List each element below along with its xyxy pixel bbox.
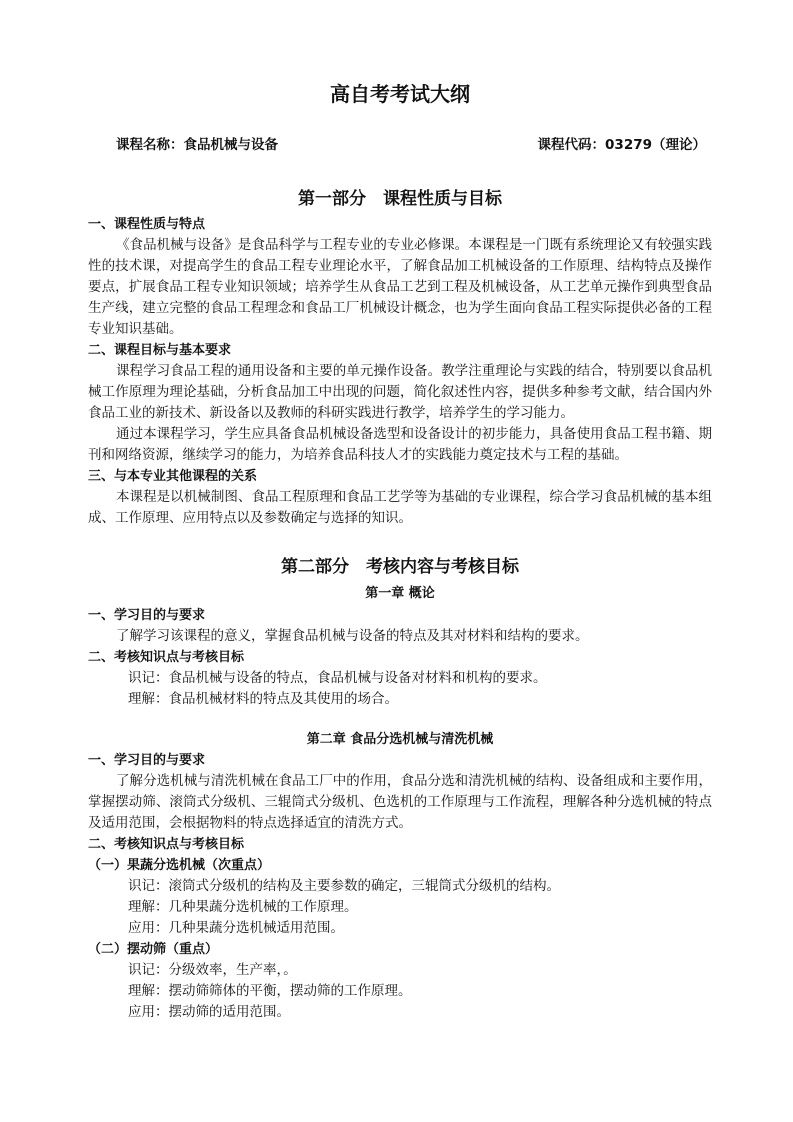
course-info bbox=[116, 133, 706, 153]
paragraph-line: 及适用范围，会根据物料的特点选择适宜的清洗方式。 bbox=[88, 815, 412, 831]
course-name: 课程名称：食品机械与设备 bbox=[116, 137, 278, 153]
part1-heading: 第一部分 课程性质与目标 bbox=[298, 189, 502, 209]
paragraph-line: 食品工业的新技术、新设备以及教师的科研实践进行教学，培养学生的学习能力。 bbox=[88, 405, 574, 421]
paragraph-line: 本课程是以机械制图、食品工程原理和食品工艺学等为基础的专业课程，综合学习食品机械的基本组 bbox=[116, 489, 712, 505]
paragraph-line: 要点，扩展食品工程专业知识领域；培养学生从食品工艺到工程及机械设备，从工艺单元操作到典型食品 bbox=[88, 279, 712, 295]
subsection-heading: （一）果蔬分选机械（次重点） bbox=[88, 858, 271, 873]
paragraph-line: 生产线，建立完整的食品工程理念和食品工厂机械设计概念，也为学生面向食品工程实际提供必备的工程 bbox=[88, 300, 712, 316]
objective-item: 识记：分级效率，生产率，。 bbox=[128, 962, 297, 978]
paragraph-line: 通过本课程学习，学生应具备食品机械设备选型和设备设计的初步能力，具备使用食品工程书籍、期 bbox=[116, 426, 712, 442]
chapter1-heading: 第一章 概论 bbox=[365, 586, 435, 601]
objective-item: 理解：摆动筛筛体的平衡，摆动筛的工作原理。 bbox=[128, 983, 412, 999]
objective-item: 理解：几种果蔬分选机械的工作原理。 bbox=[128, 899, 358, 915]
section-heading: 二、课程目标与基本要求 bbox=[88, 343, 232, 358]
paragraph-line: 课程学习食品工程的通用设备和主要的单元操作设备。教学注重理论与实践的结合，特别要以食品机 bbox=[116, 363, 712, 379]
paragraph-line: 专业知识基础。 bbox=[88, 321, 183, 337]
paragraph-line: 掌握摆动筛、滚筒式分级机、三辊筒式分级机、色选机的工作原理与工作流程，理解各种分选机械的特点 bbox=[88, 794, 712, 810]
paragraph-line: 刊和网络资源，继续学习的能力，为培养食品科技人才的实践能力奠定技术与工程的基础。 bbox=[88, 447, 628, 463]
paragraph-line: 性的技术课，对提高学生的食品工程专业理论水平，了解食品加工机械设备的工作原理、结构特点及操作 bbox=[88, 258, 712, 274]
section-heading: 二、考核知识点与考核目标 bbox=[88, 650, 245, 665]
paragraph-line: 《食品机械与设备》是食品科学与工程专业的专业必修课。本课程是一门既有系统理论又有较强实践 bbox=[116, 237, 712, 253]
section-heading: 三、与本专业其他课程的关系 bbox=[88, 469, 258, 484]
objective-item: 识记：食品机械与设备的特点，食品机械与设备对材料和机构的要求。 bbox=[128, 670, 547, 686]
objective-item: 理解：食品机械材料的特点及其使用的场合。 bbox=[128, 691, 398, 707]
section-heading: 一、学习目的与要求 bbox=[88, 608, 206, 623]
objective-item: 应用：几种果蔬分选机械适用范围。 bbox=[128, 920, 344, 936]
objective-item: 应用：摆动筛的适用范围。 bbox=[128, 1004, 290, 1020]
subsection-heading: （二）摆动筛（重点） bbox=[88, 942, 219, 957]
document-title: 高自考考试大纲 bbox=[330, 82, 470, 106]
paragraph-line: 械工作原理为理论基础，分析食品加工中出现的问题，简化叙述性内容，提供多种参考文献，结合国内外 bbox=[88, 384, 712, 400]
document-body bbox=[88, 186, 712, 1023]
paragraph-line: 成、工作原理、应用特点以及参数确定与选择的知识。 bbox=[88, 510, 412, 526]
paragraph-line: 了解分选机械与清洗机械在食品工厂中的作用，食品分选和清洗机械的结构、设备组成和主要作用， bbox=[116, 773, 712, 789]
chapter2-heading: 第二章 食品分选机械与清洗机械 bbox=[306, 732, 494, 747]
section-heading: 一、课程性质与特点 bbox=[88, 217, 206, 232]
part2-heading: 第二部分 考核内容与考核目标 bbox=[281, 557, 519, 577]
section-heading: 一、学习目的与要求 bbox=[88, 753, 206, 768]
course-code: 课程代码：03279（理论） bbox=[537, 137, 706, 153]
paragraph-line: 了解学习该课程的意义，掌握食品机械与设备的特点及其对材料和结构的要求。 bbox=[116, 628, 589, 644]
objective-item: 识记：滚筒式分级机的结构及主要参数的确定，三辊筒式分级机的结构。 bbox=[128, 878, 560, 894]
section-heading: 二、考核知识点与考核目标 bbox=[88, 837, 245, 852]
